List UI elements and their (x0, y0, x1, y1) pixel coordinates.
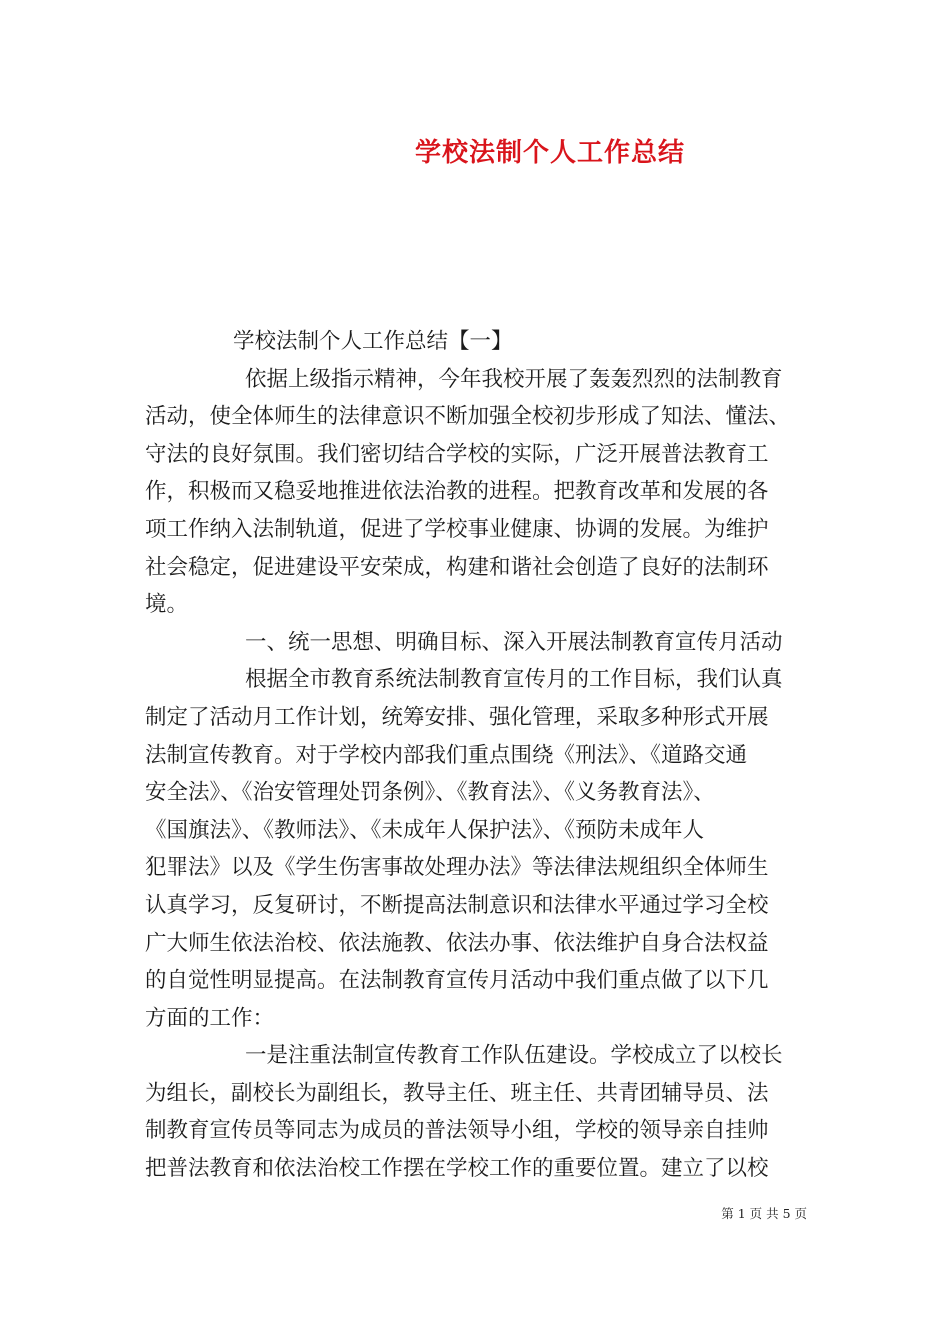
paragraph-team (145, 1037, 815, 1187)
text-line: 作，积极而又稳妥地推进依法治教的进程。把教育改革和发展的各 (145, 479, 769, 505)
paragraph-activities (145, 661, 815, 1037)
page-number: 第 1 页 共 5 页 (721, 1206, 807, 1221)
text-line: 项工作纳入法制轨道，促进了学校事业健康、协调的发展。为维护 (145, 516, 769, 542)
section-heading: 一、统一思想、明确目标、深入开展法制教育宣传月活动 (245, 629, 783, 655)
text-line: 一是注重法制宣传教育工作队伍建设。学校成立了以校长 (245, 1043, 783, 1069)
document-subtitle: 学校法制个人工作总结【一】 (233, 329, 513, 354)
paragraph-intro (145, 361, 815, 624)
text-line: 境。 (145, 592, 189, 618)
document-body (145, 323, 815, 1188)
text-line: 安全法》、《治安管理处罚条例》、《教育法》、《义务教育法》、 (145, 780, 715, 806)
text-line: 犯罪法》以及《学生伤害事故处理办法》等法律法规组织全体师生 (145, 855, 769, 881)
text-line: 制教育宣传员等同志为成员的普法领导小组，学校的领导亲自挂帅 (145, 1118, 769, 1144)
text-line: 制定了活动月工作计划，统筹安排、强化管理，采取多种形式开展 (145, 704, 769, 730)
text-line: 活动，使全体师生的法律意识不断加强全校初步形成了知法、懂法、 (145, 404, 791, 430)
text-line: 认真学习，反复研讨，不断提高法制意识和法律水平通过学习全校 (145, 892, 769, 918)
text-line: 为组长，副校长为副组长，教导主任、班主任、共青团辅导员、法 (145, 1080, 769, 1106)
text-line: 守法的良好氛围。我们密切结合学校的实际，广泛开展普法教育工 (145, 441, 769, 467)
text-line: 方面的工作： (145, 1005, 275, 1031)
text-line: 法制宣传教育。对于学校内部我们重点围绕《刑法》、《道路交通 (145, 742, 748, 768)
text-line: 根据全市教育系统法制教育宣传月的工作目标，我们认真 (245, 667, 783, 693)
page-title: 学校法制个人工作总结 (414, 138, 685, 168)
text-line: 把普法教育和依法治校工作摆在学校工作的重要位置。建立了以校 (145, 1156, 769, 1182)
text-line: 广大师生依法治校、依法施教、依法办事、依法维护自身合法权益 (145, 930, 769, 956)
text-line: 社会稳定，促进建设平安荣成，构建和谐社会创造了良好的法制环 (145, 554, 769, 580)
text-line: 依据上级指示精神，今年我校开展了轰轰烈烈的法制教育 (245, 366, 783, 392)
text-line: 的自觉性明显提高。在法制教育宣传月活动中我们重点做了以下几 (145, 968, 769, 994)
text-line: 《国旗法》、《教师法》、《未成年人保护法》、《预防未成年人 (145, 817, 705, 843)
